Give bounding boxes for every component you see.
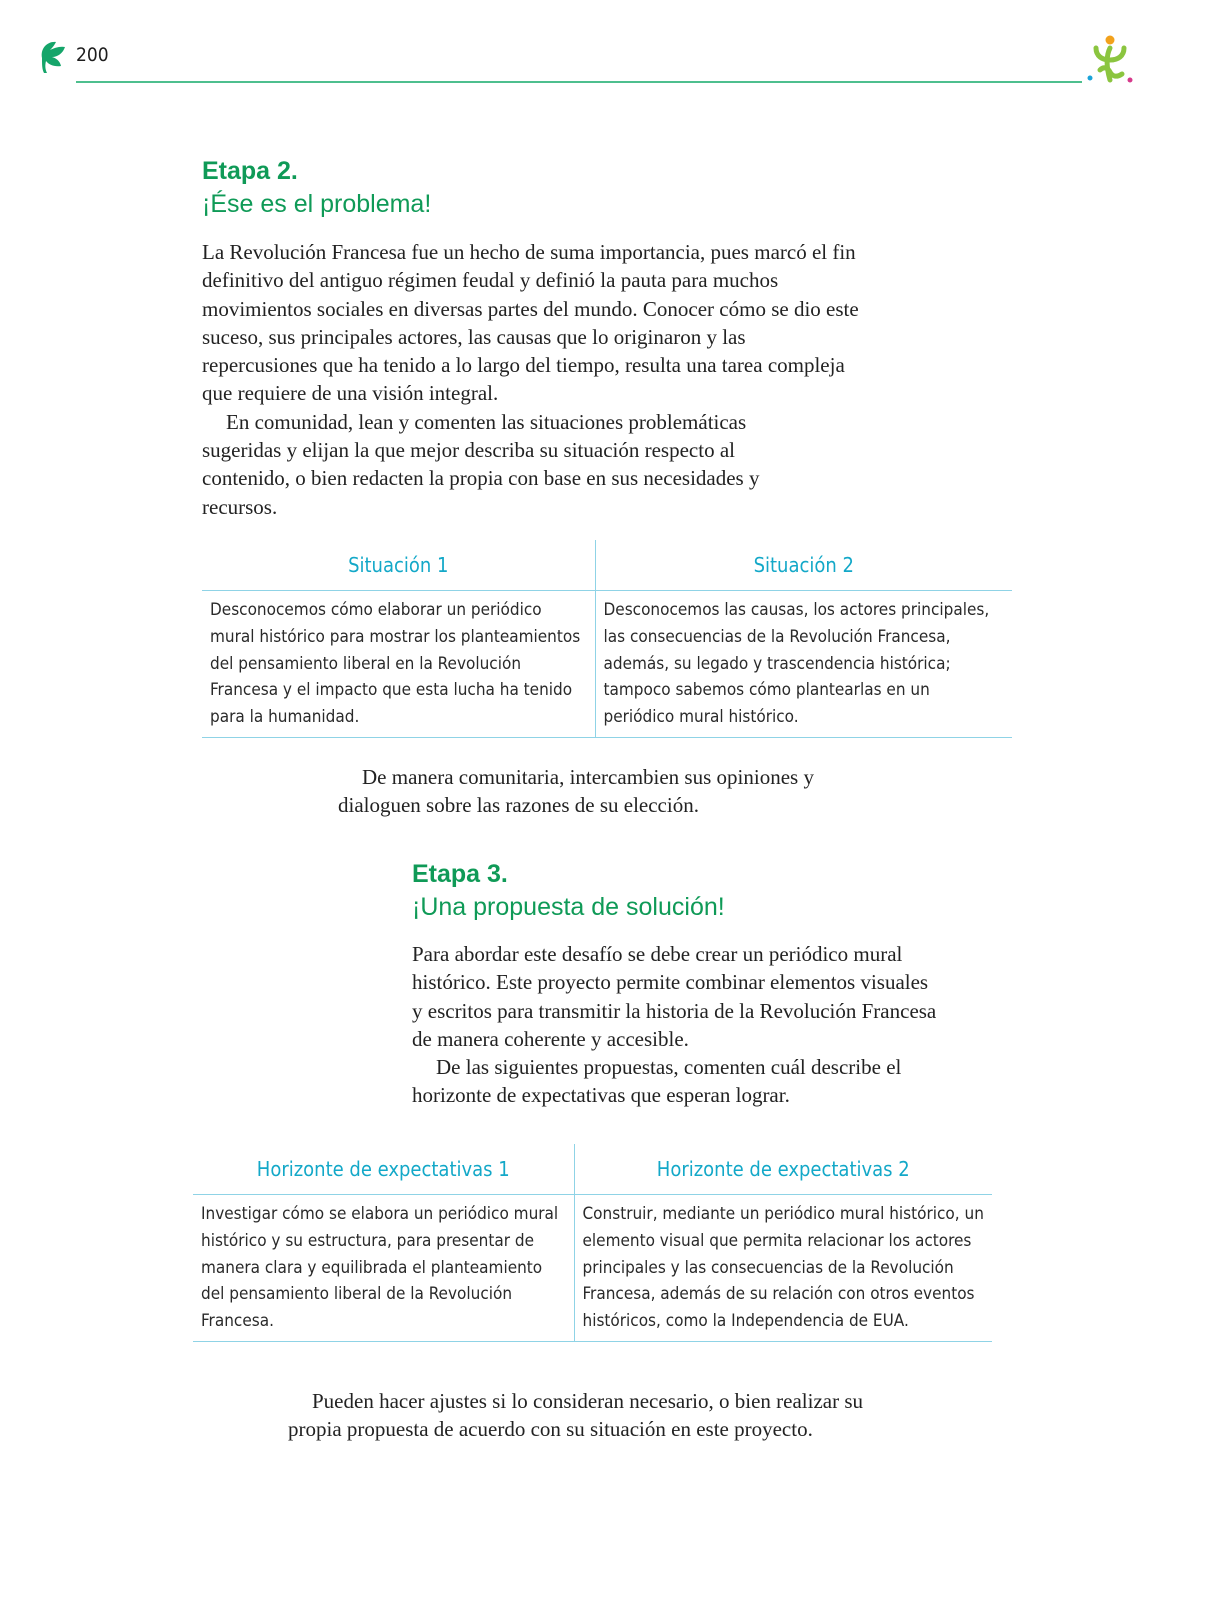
stage2-paragraph-1: La Revolución Francesa fue un hecho de suma importancia, pues marcó el fin definitivo del antiguo régimen feudal y definió la pauta para muchos movimientos sociales en diversas partes del mundo. Conocer cómo se dio este suceso, sus principales actores, las causas que lo originaron y las repercusiones que ha tenido a lo largo del tiempo, resulta una tarea compleja que requiere de una visión integral. [202,240,859,406]
stage3-closing: Pueden hacer ajustes si lo consideran necesario, o bien realizar su propia propuesta de acuerdo con su situación en este proyecto. [288,1389,864,1442]
page-number: 200 [76,44,109,66]
stage3-title: ¡Una propuesta de solución! [412,893,725,921]
expectation-1-text: Investigar cómo se elabora un periódico mural histórico y su estructura, para presentar de manera clara y equilibrada el planteamiento del pensamiento liberal de la Revolución Francesa. [193,1195,574,1342]
logo-icon [1086,34,1134,86]
header-rule [76,81,1082,83]
stage2-body [202,238,862,521]
stage2-closing: De manera comunitaria, intercambien sus opiniones y dialoguen sobre las razones de su elección. [338,765,814,818]
table-row [202,591,1012,738]
stage2-title: ¡Ése es el problema! [202,190,432,218]
stage3-label: Etapa 3. [412,860,508,888]
expectations-table [193,1144,992,1342]
situation-1-text: Desconocemos cómo elaborar un periódico mural histórico para mostrar los planteamientos del pensamiento liberal en la Revolución Francesa y el impacto que esta lucha ha tenido para la humanidad. [202,591,595,738]
expectation-2-header: Horizonte de expectativas 2 [574,1144,992,1195]
stage3-paragraph-2: De las siguientes propuestas, comenten cuál describe el horizonte de expectativas que esperan lograr. [412,1055,902,1108]
expectation-1-header: Horizonte de expectativas 1 [193,1144,574,1195]
situation-2-text: Desconocemos las causas, los actores principales, las consecuencias de la Revolución Francesa, además, su legado y trascendencia histórica; tampoco sabemos cómo plantearlas en un periódico mural histórico. [595,591,1012,738]
stage3-paragraph-1: Para abordar este desafío se debe crear un periódico mural histórico. Este proyecto permite combinar elementos visuales y escritos para transmitir la historia de la Revolución Francesa de manera coherente y accesible. [412,942,937,1051]
table-row [193,1195,992,1342]
leaf-icon [38,38,68,74]
stage2-heading [202,155,431,221]
expectation-2-text: Construir, mediante un periódico mural histórico, un elemento visual que permita relacionar los actores principales y las consecuencias de la Revolución Francesa, además de su relación con otros eventos históricos, como la Independencia de EUA. [574,1195,992,1342]
situation-2-header: Situación 2 [595,540,1012,591]
situation-1-header: Situación 1 [202,540,595,591]
stage2-paragraph-2: En comunidad, lean y comenten las situaciones problemáticas sugeridas y elijan la que mejor describa su situación respecto al contenido, o bien redacten la propia con base en sus necesidades y recursos. [202,409,760,519]
stage2-label: Etapa 2. [202,157,298,185]
stage3-body [412,940,942,1110]
stage3-heading [412,858,725,924]
situations-table [202,540,1012,738]
